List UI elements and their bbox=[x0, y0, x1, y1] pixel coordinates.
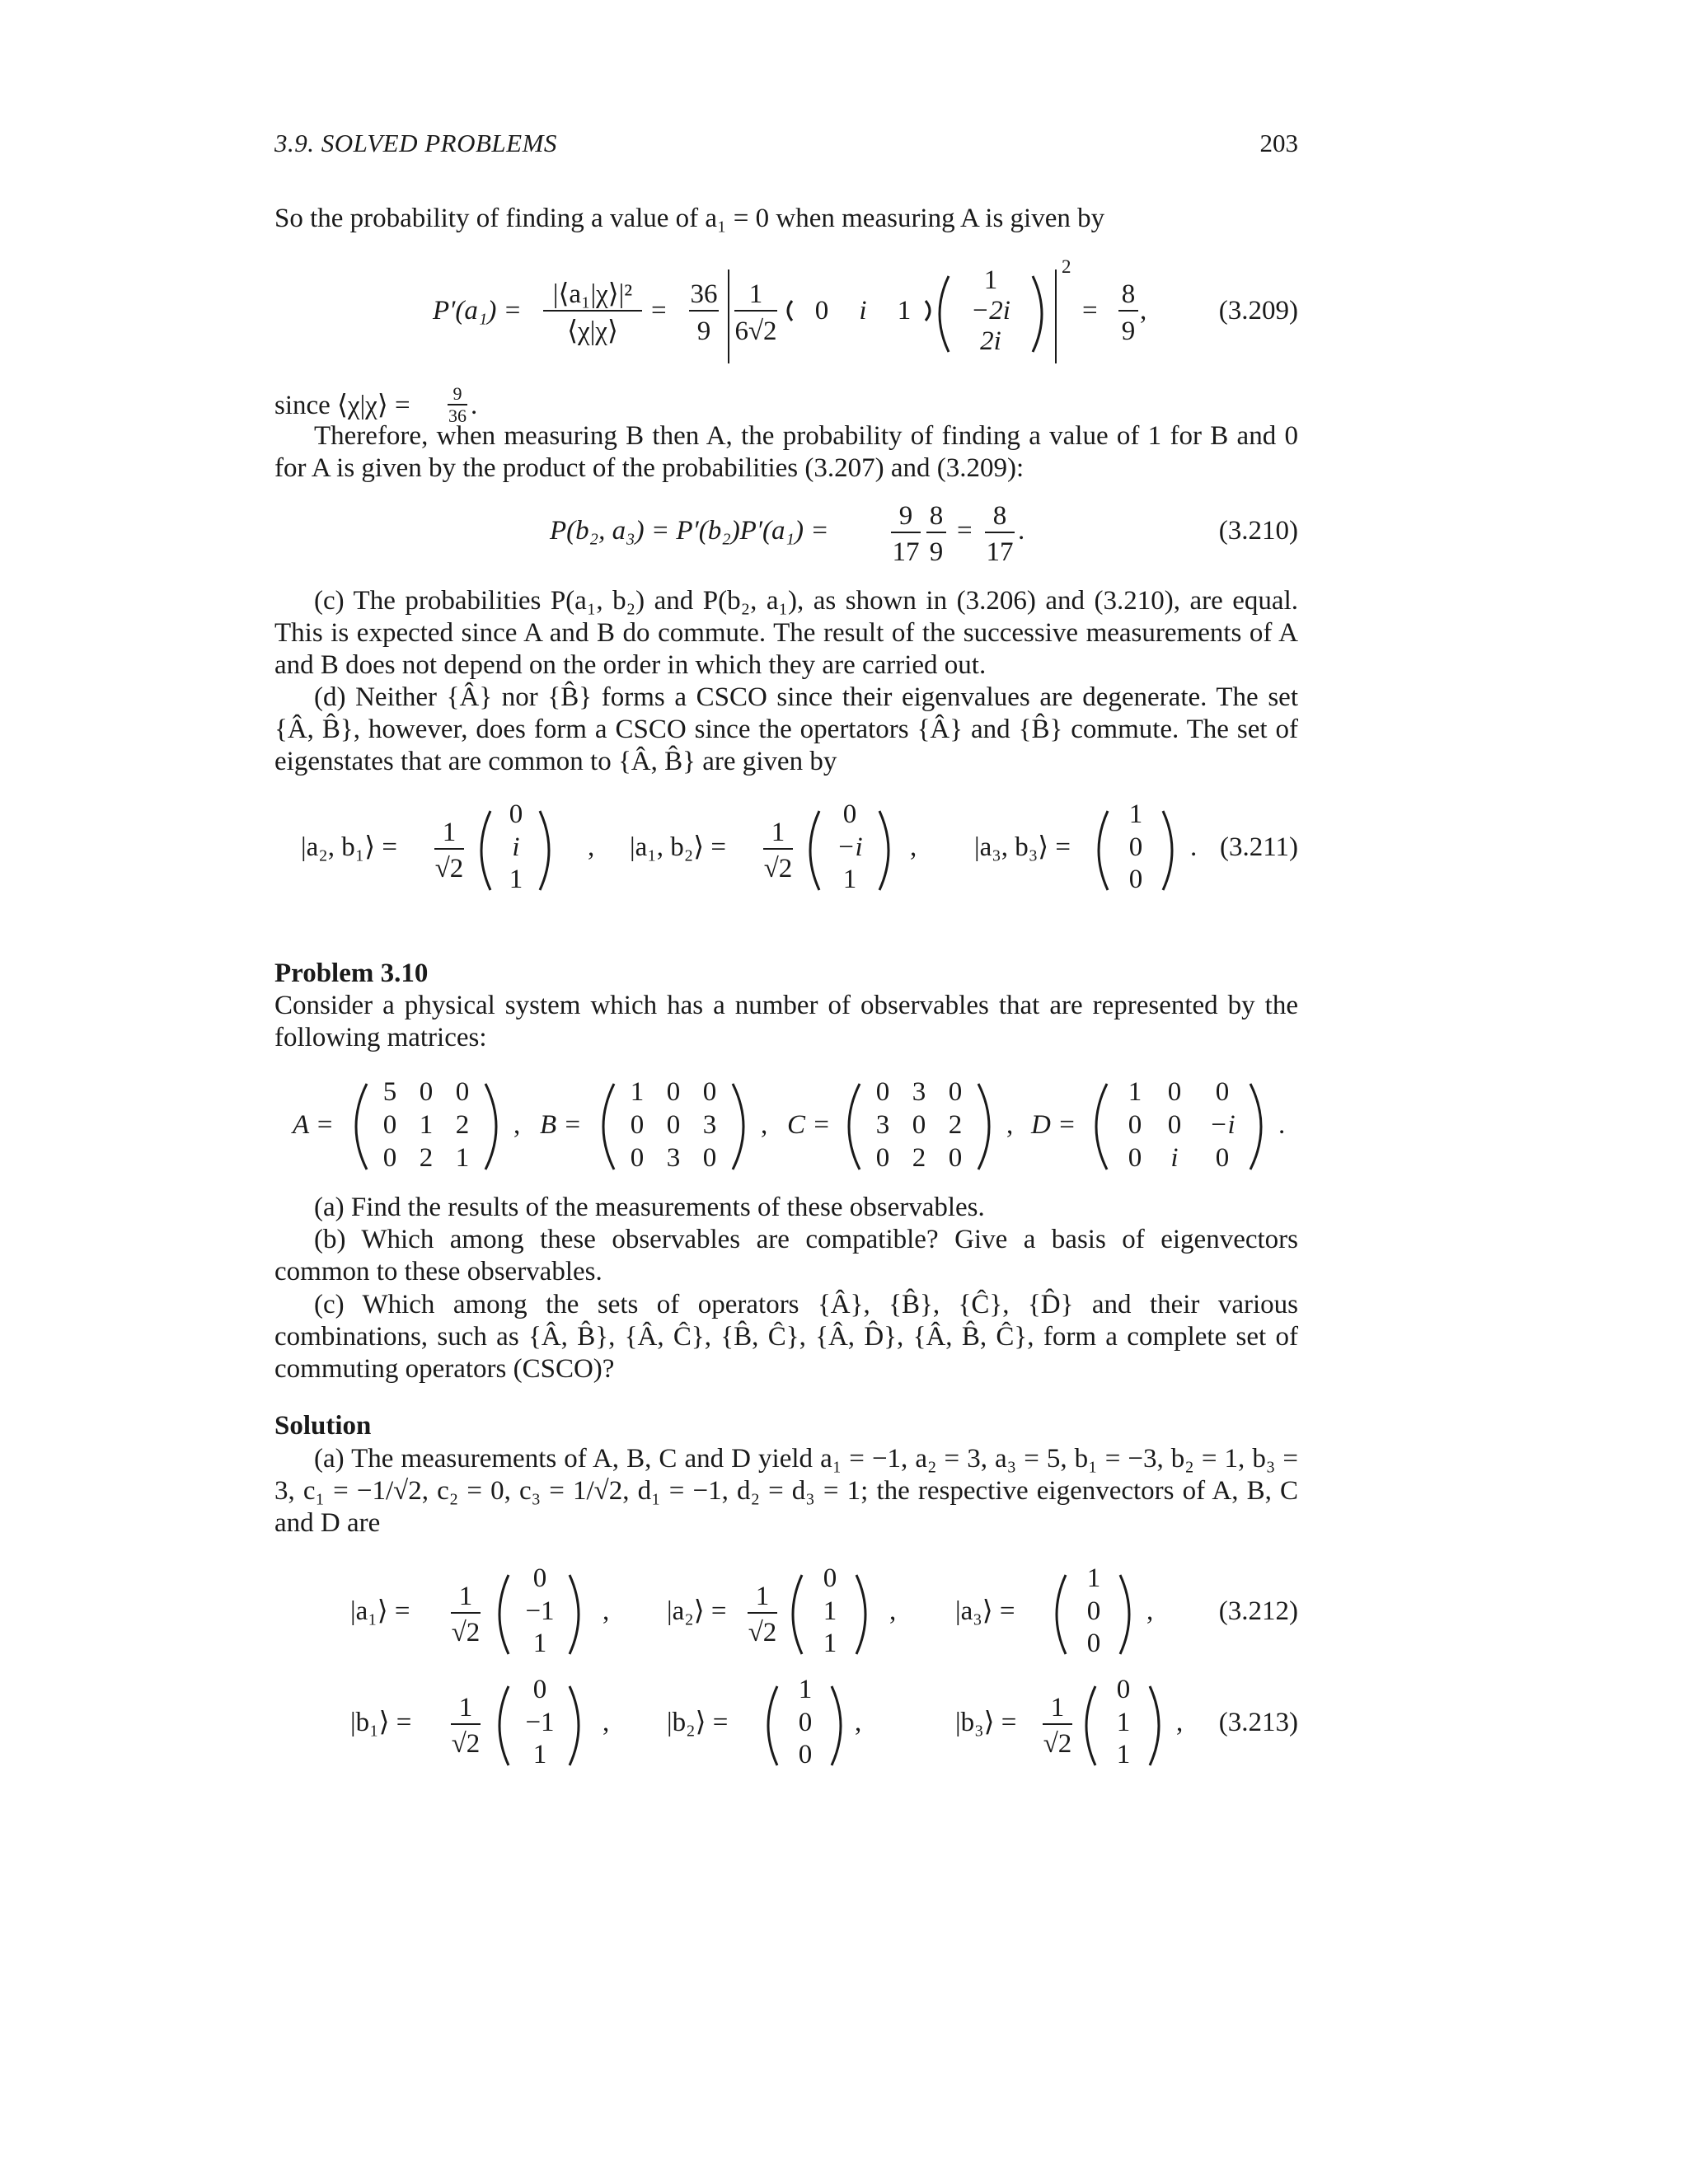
matrix-cell: 0 bbox=[702, 1143, 717, 1173]
eq211-k1-1: i bbox=[512, 832, 520, 862]
eq213-k1-0: 0 bbox=[532, 1675, 547, 1704]
eq211-k1-2: 1 bbox=[509, 865, 523, 894]
eq213-k1-2: 1 bbox=[532, 1740, 547, 1769]
paragraph-part-c: (c) The probabilities P(a₁, b₂) and P(b₂, a₁), as shown in (3.206) and (3.210), are equal. This is expected since A and B do commute. The result of the successive measurements of A and B does not depend on the order in which they are carried out. bbox=[274, 586, 1298, 680]
eq213-ket1: |b₁⟩ = bbox=[350, 1708, 412, 1737]
eq212-k2-paren-left bbox=[793, 1575, 802, 1654]
equation-3-209 bbox=[274, 251, 1298, 375]
equation-3-212 bbox=[274, 1554, 1298, 1669]
matrix-cell: 0 bbox=[382, 1143, 397, 1173]
matrix-cell: 0 bbox=[948, 1143, 963, 1173]
eq212-number: (3.212) bbox=[1218, 1596, 1298, 1626]
eq209-row-0: 0 bbox=[814, 296, 829, 326]
eq213-k2-1: 0 bbox=[798, 1708, 813, 1737]
eq209-col-2: 2i bbox=[980, 326, 1001, 356]
matrix-cell: 0 bbox=[1128, 1110, 1142, 1140]
since-num: 9 bbox=[452, 383, 462, 404]
page-header bbox=[274, 124, 1298, 165]
matrix-cell: 3 bbox=[666, 1143, 681, 1173]
eq213-comma-2: , bbox=[855, 1708, 862, 1737]
since-text: since ⟨χ|χ⟩ = bbox=[274, 391, 410, 420]
eq212-k1-2: 1 bbox=[532, 1629, 547, 1658]
eq211-k3-paren-right bbox=[1163, 811, 1172, 890]
matrix-cell: 2 bbox=[912, 1143, 926, 1173]
eq213-number: (3.213) bbox=[1218, 1708, 1298, 1737]
eq213-k3-paren-left bbox=[1086, 1686, 1095, 1765]
matrix-cell: 0 bbox=[875, 1143, 890, 1173]
eq210-number: (3.210) bbox=[1218, 516, 1298, 546]
matrix-cell: 3 bbox=[875, 1110, 890, 1140]
eq209-row-2: 1 bbox=[897, 296, 912, 326]
matrix-a-paren-left bbox=[356, 1084, 367, 1169]
eq213-k1-frac-den: √2 bbox=[451, 1729, 481, 1759]
eq213-k1-1: −1 bbox=[525, 1708, 555, 1737]
eq213-ket3: |b₃⟩ = bbox=[955, 1708, 1017, 1737]
matrix-b-paren-left bbox=[603, 1084, 614, 1169]
matrix-c-label: C = bbox=[787, 1110, 831, 1140]
eq213-k3-1: 1 bbox=[1116, 1708, 1131, 1737]
eq211-k2-1: −i bbox=[837, 832, 863, 862]
eq212-comma-1: , bbox=[603, 1596, 610, 1626]
eq210-dot: . bbox=[1018, 516, 1025, 546]
eq212-k2-1: 1 bbox=[823, 1596, 837, 1626]
eq212-k1-paren-left bbox=[499, 1575, 509, 1654]
matrix-c-paren-left bbox=[849, 1084, 860, 1169]
matrix-cell: 0 bbox=[630, 1143, 645, 1173]
eq213-k3-0: 0 bbox=[1116, 1675, 1131, 1704]
equation-3-211 bbox=[274, 791, 1298, 907]
eq212-k3-1: 0 bbox=[1086, 1596, 1101, 1626]
eq212-k3-2: 0 bbox=[1086, 1629, 1101, 1658]
matrix-d-label: D = bbox=[1031, 1110, 1076, 1140]
matrix-cell: 0 bbox=[1128, 1143, 1142, 1173]
eq211-k2-frac-num: 1 bbox=[771, 818, 785, 847]
eq210-lhs: P(b₂, a₃) = P′(b₂)P′(a₁) = bbox=[550, 516, 829, 546]
eq213-k2-2: 0 bbox=[798, 1740, 813, 1769]
eq211-ket2: |a₁, b₂⟩ = bbox=[630, 832, 726, 862]
eq211-ket3: |a₃, b₃⟩ = bbox=[974, 832, 1071, 862]
eq213-comma-3: , bbox=[1176, 1708, 1184, 1737]
eq212-k2-paren-right bbox=[856, 1575, 865, 1654]
matrix-cell: 1 bbox=[1128, 1077, 1142, 1107]
since-dot: . bbox=[471, 391, 478, 420]
eq209-coef-num: 36 bbox=[690, 279, 718, 309]
paragraph-probability-intro: So the probability of finding a value of a₁ = 0 when measuring A is given by bbox=[274, 204, 1105, 233]
matrix-d-paren-left bbox=[1096, 1084, 1107, 1169]
eq213-k3-2: 1 bbox=[1116, 1740, 1131, 1769]
eq212-k1-frac-num: 1 bbox=[458, 1582, 473, 1611]
matrix-b bbox=[631, 1077, 717, 1173]
eq209-col-0: 1 bbox=[983, 265, 998, 295]
matrix-d-paren-right bbox=[1250, 1084, 1261, 1169]
solution-heading: Solution bbox=[274, 1411, 372, 1441]
eq211-k1-paren-right bbox=[540, 811, 549, 890]
eq209-equals-2: = bbox=[651, 296, 667, 326]
eq212-k3-0: 1 bbox=[1086, 1563, 1101, 1593]
eq212-k2-frac-num: 1 bbox=[755, 1582, 770, 1611]
eq209-col-1: −2i bbox=[971, 296, 1010, 326]
matrix-cell: 3 bbox=[912, 1077, 926, 1107]
paragraph-part-d: (d) Neither {Â} nor {B̂} forms a CSCO since their eigenvalues are degenerate. The set {Â, B̂}, however, does form a CSCO since the opertators {Â} and {B̂} commute. The set of eigenstates that are common to {Â, B̂} are given by bbox=[274, 682, 1298, 776]
eq210-f1-num: 9 bbox=[898, 501, 913, 531]
eq211-number: (3.211) bbox=[1219, 832, 1298, 862]
matrix-a-label: A = bbox=[293, 1110, 335, 1140]
matrix-b-label: B = bbox=[540, 1110, 582, 1140]
running-head: 3.9. SOLVED PROBLEMS bbox=[274, 129, 557, 157]
matrix-cell: 3 bbox=[702, 1110, 717, 1140]
eq212-k1-frac-den: √2 bbox=[451, 1618, 481, 1647]
eq212-ket1: |a₁⟩ = bbox=[350, 1596, 410, 1626]
eq213-k2-paren-left bbox=[768, 1686, 777, 1765]
observable-matrices bbox=[274, 1067, 1298, 1183]
solution-part-a: (a) The measurements of A, B, C and D yield a₁ = −1, a₂ = 3, a₃ = 5, b₁ = −3, b₂ = 1, b₃ = 3, c₁ = −1/√2, c₂ = 0, c₃ = 1/√2, d₁ = −1, d₂ = d₃ = 1; the respective eigenvectors of A, B, C and D are bbox=[274, 1444, 1298, 1538]
matrix-cell: 2 bbox=[948, 1110, 963, 1140]
eq212-k3-paren-right bbox=[1120, 1575, 1129, 1654]
eq211-k2-2: 1 bbox=[842, 865, 857, 894]
eq210-f2-den: 9 bbox=[929, 537, 944, 567]
eq209-number: (3.209) bbox=[1218, 296, 1298, 326]
matrix-cell: 0 bbox=[875, 1077, 890, 1107]
eq210-f1-den: 17 bbox=[892, 537, 920, 567]
matrix-cell: i bbox=[1170, 1143, 1179, 1173]
matrix-cell: 0 bbox=[666, 1110, 681, 1140]
eq209-comma: , bbox=[1140, 296, 1147, 326]
eq212-comma-3: , bbox=[1146, 1596, 1154, 1626]
eq212-comma-2: , bbox=[889, 1596, 897, 1626]
eq212-k2-2: 1 bbox=[823, 1629, 837, 1658]
eq209-inner-num: 1 bbox=[748, 279, 763, 309]
since-den: 36 bbox=[448, 405, 467, 426]
eq209-result-den: 9 bbox=[1121, 316, 1136, 346]
matrix-cell: 0 bbox=[1167, 1110, 1182, 1140]
eq210-result-num: 8 bbox=[992, 501, 1007, 531]
eq212-k2-0: 0 bbox=[823, 1563, 837, 1593]
matrix-cell: 0 bbox=[1167, 1077, 1182, 1107]
eq209-row-paren-right bbox=[926, 301, 930, 321]
equation-3-213 bbox=[274, 1665, 1298, 1780]
page-number: 203 bbox=[1259, 129, 1298, 157]
matrix-comma: , bbox=[761, 1110, 768, 1140]
eq209-inner-den: 6√2 bbox=[734, 316, 777, 346]
paragraph-product-probabilities: Therefore, when measuring B then A, the probability of finding a value of 1 for B and 0 for A is given by the product of the probabilities (3.207) and (3.209): bbox=[274, 421, 1298, 483]
eq213-k3-frac-num: 1 bbox=[1050, 1693, 1065, 1722]
eq211-k3-paren-left bbox=[1099, 811, 1108, 890]
eq213-k1-paren-left bbox=[499, 1686, 509, 1765]
eq212-k3-paren-left bbox=[1057, 1575, 1066, 1654]
eq213-k3-frac-den: √2 bbox=[1043, 1729, 1072, 1759]
matrix-a bbox=[383, 1077, 470, 1173]
problem-part-a: (a) Find the results of the measurements of these observables. bbox=[314, 1193, 985, 1222]
eq211-dot: . bbox=[1190, 832, 1198, 862]
matrix-c-paren-right bbox=[978, 1084, 989, 1169]
matrix-cell: 1 bbox=[419, 1110, 434, 1140]
eq211-k1-paren-left bbox=[481, 811, 490, 890]
matrix-cell: 1 bbox=[630, 1077, 645, 1107]
eq209-equals-3: = bbox=[1082, 296, 1098, 326]
eq210-f2-num: 8 bbox=[929, 501, 944, 531]
eq211-k3-1: 0 bbox=[1128, 832, 1143, 862]
eq212-k1-0: 0 bbox=[532, 1563, 547, 1593]
eq211-k1-0: 0 bbox=[509, 799, 523, 829]
eq212-ket2: |a₂⟩ = bbox=[667, 1596, 727, 1626]
eq211-k3-0: 1 bbox=[1128, 799, 1143, 829]
matrix-b-paren-right bbox=[733, 1084, 743, 1169]
eq209-coef-den: 9 bbox=[696, 316, 711, 346]
problem-heading: Problem 3.10 bbox=[274, 958, 429, 988]
matrix-cell: 0 bbox=[1215, 1077, 1230, 1107]
matrix-cell: 0 bbox=[702, 1077, 717, 1107]
eq212-k1-1: −1 bbox=[525, 1596, 555, 1626]
matrix-a-paren-right bbox=[485, 1084, 496, 1169]
matrix-dot: . bbox=[1278, 1110, 1286, 1140]
eq211-k1-frac-num: 1 bbox=[442, 818, 457, 847]
matrix-comma: , bbox=[513, 1110, 521, 1140]
matrix-cell: 2 bbox=[455, 1110, 470, 1140]
matrix-c bbox=[876, 1077, 963, 1173]
eq213-ket2: |b₂⟩ = bbox=[667, 1708, 729, 1737]
eq211-comma-1: , bbox=[588, 832, 595, 862]
matrix-cell: 1 bbox=[455, 1143, 470, 1173]
eq212-k1-paren-right bbox=[570, 1575, 579, 1654]
matrix-cell: −i bbox=[1209, 1110, 1236, 1140]
problem-part-b: (b) Which among these observables are compatible? Give a basis of eigenvectors common to these observables. bbox=[274, 1225, 1298, 1286]
matrix-cell: 0 bbox=[666, 1077, 681, 1107]
eq210-result-den: 17 bbox=[986, 537, 1014, 567]
eq213-k2-paren-right bbox=[832, 1686, 841, 1765]
matrix-cell: 0 bbox=[1215, 1143, 1230, 1173]
eq209-denominator: ⟨χ|χ⟩ bbox=[567, 316, 618, 346]
eq209-row-1: i bbox=[859, 296, 867, 326]
matrix-cell: 2 bbox=[419, 1143, 434, 1173]
eq209-result-num: 8 bbox=[1121, 279, 1136, 309]
problem-intro: Consider a physical system which has a number of observables that are represented by the following matrices: bbox=[274, 991, 1298, 1052]
eq209-lhs: P′(a₁) = bbox=[433, 296, 522, 326]
eq213-comma-1: , bbox=[603, 1708, 610, 1737]
matrix-comma: , bbox=[1006, 1110, 1014, 1140]
eq213-k1-frac-num: 1 bbox=[458, 1693, 473, 1722]
matrix-cell: 0 bbox=[382, 1110, 397, 1140]
eq211-k2-paren-left bbox=[810, 811, 819, 890]
eq213-k1-paren-right bbox=[570, 1686, 579, 1765]
eq210-equals: = bbox=[957, 516, 973, 546]
eq213-k2-0: 1 bbox=[798, 1675, 813, 1704]
matrix-cell: 0 bbox=[455, 1077, 470, 1107]
eq211-k1-frac-den: √2 bbox=[434, 854, 464, 883]
eq209-col-paren-left bbox=[940, 276, 949, 352]
eq211-comma-2: , bbox=[910, 832, 917, 862]
eq209-col-paren-right bbox=[1033, 276, 1042, 352]
matrix-cell: 0 bbox=[419, 1077, 434, 1107]
eq209-numerator: |⟨a₁|χ⟩|² bbox=[552, 279, 633, 309]
matrix-d bbox=[1128, 1077, 1236, 1173]
eq211-k2-paren-right bbox=[879, 811, 889, 890]
eq211-k2-0: 0 bbox=[842, 799, 857, 829]
problem-part-c: (c) Which among the sets of operators {Â}, {B̂}, {Ĉ}, {D̂} and their various combinations, such as {Â, B̂}, {Â, Ĉ}, {B̂, Ĉ}, {Â, D̂}, {Â, B̂, Ĉ}, form a complete set of commuting operators (CSCO)? bbox=[274, 1290, 1298, 1384]
eq209-row-paren-left bbox=[788, 301, 792, 321]
eq212-ket3: |a₃⟩ = bbox=[955, 1596, 1015, 1626]
equation-3-210 bbox=[274, 493, 1298, 575]
matrix-cell: 5 bbox=[382, 1077, 397, 1107]
eq213-k3-paren-right bbox=[1150, 1686, 1159, 1765]
eq211-k2-frac-den: √2 bbox=[763, 854, 793, 883]
matrix-cell: 0 bbox=[912, 1110, 926, 1140]
eq209-square: 2 bbox=[1062, 256, 1071, 277]
matrix-cell: 0 bbox=[948, 1077, 963, 1107]
eq211-k3-2: 0 bbox=[1128, 865, 1143, 894]
eq211-ket1: |a₂, b₁⟩ = bbox=[301, 832, 397, 862]
matrix-cell: 0 bbox=[630, 1110, 645, 1140]
eq212-k2-frac-den: √2 bbox=[748, 1618, 777, 1647]
